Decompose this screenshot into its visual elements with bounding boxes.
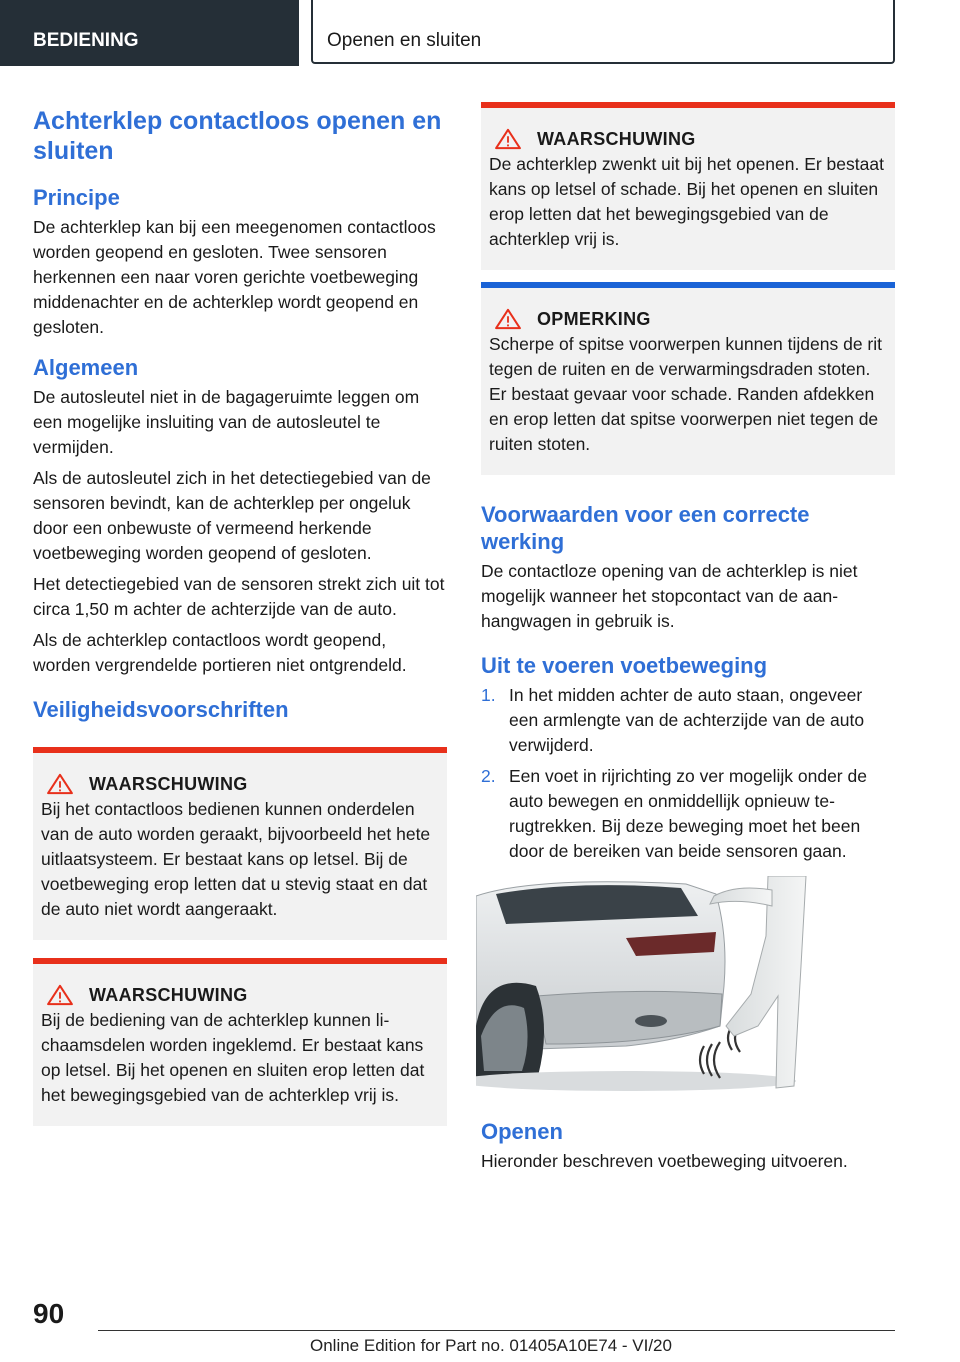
heading-openen: Openen: [481, 1119, 563, 1144]
warning-text: De achterklep zwenkt uit bij het openen. Er bestaat kans op letsel of schade. Bij het openen en sluiten erop letten dat het bewegingsgebied van de achterklep vrij is.: [489, 154, 884, 249]
note-box: [481, 282, 895, 475]
principe-text: De achterklep kan bij een meegenomen contactloos worden geopend en gesloten. Twee sensoren herkennen een naar voren gerichte voetbeweging middenachter en de achterklep wordt geopend en gesloten.: [33, 217, 436, 337]
warning-triangle-icon: [493, 308, 523, 330]
openen-text: Hieronder beschreven voetbeweging uitvoeren.: [481, 1151, 848, 1171]
note-text: Scherpe of spitse voorwerpen kunnen tijdens de rit tegen de ruiten en de verwarmingsdraden stoten. Er bestaat gevaar voor schade. Randen afdekken en erop letten dat spitse voorwerpen niet tegen de ruiten stoten.: [489, 334, 883, 454]
note-label: OPMERKING: [537, 308, 651, 329]
step-text: Een voet in rijrichting zo ver mogelijk onder de auto bewegen en onmiddellijk opnieuw terugtrekken. Bij deze beweging moet het been door de bereiken van beide sensoren gaan.: [509, 766, 867, 861]
page-number: 90: [33, 1298, 65, 1329]
warning-triangle-icon: [493, 128, 523, 150]
algemeen-paragraph-3: Het detectiegebied van de sensoren strekt zich uit tot circa 1,50 m achter de achterzijde van de auto.: [33, 574, 445, 619]
page-title: Achterklep contactloos openen en sluiten: [33, 107, 442, 165]
edition-text: Online Edition for Part no. 01405A10E74 - VI/20: [310, 1336, 672, 1355]
algemeen-paragraph-4: Als de achterklep contactloos wordt geopend, worden vergrendelde portieren niet ontgrendeld.: [33, 630, 407, 675]
warning-label: WAARSCHUWING: [537, 128, 696, 149]
warning-box-3: [481, 102, 895, 270]
page-header: [0, 0, 960, 66]
warning-triangle-icon: [45, 773, 75, 795]
left-column: [33, 100, 447, 1144]
step-text: In het midden achter de auto staan, ongeveer een armlengte van de achterzijde van de auto verwijderd.: [509, 685, 865, 755]
section-tab: BEDIENING: [0, 0, 299, 66]
heading-principe: Principe: [33, 185, 120, 210]
warning-box-1: [33, 747, 447, 940]
foot-gesture-illustration: [476, 876, 811, 1096]
heading-algemeen: Algemeen: [33, 355, 139, 380]
warning-text: Bij het contactloos bedienen kunnen onderdelen van de auto worden geraakt, bijvoorbeeld het hete uitlaatsysteem. Er bestaat kans op letsel. Bij de voetbeweging erop letten dat u stevig staat en dat de auto niet wordt aangeraakt.: [41, 799, 431, 919]
warning-box-2: [33, 958, 447, 1126]
algemeen-paragraph-2: Als de autosleutel zich in het detectiegebied van de sensoren bevindt, kan de achterklep per ongeluk door een onbewuste of vermeend herkende voetbeweging worden geopend of gesloten.: [33, 468, 431, 563]
step-number: 1.: [481, 685, 496, 705]
list-item: [481, 683, 895, 758]
footer-divider: [98, 1330, 895, 1331]
heading-voetbeweging: Uit te voeren voetbeweging: [481, 653, 768, 678]
step-number: 2.: [481, 766, 496, 786]
heading-voorwaarden: Voorwaarden voor een correcte werking: [481, 502, 810, 554]
heading-veiligheid: Veiligheidsvoorschriften: [33, 697, 289, 722]
algemeen-paragraph-1: De autosleutel niet in de bagageruimte leggen om een mogelijke insluiting van de autosleutel te vermijden.: [33, 387, 420, 457]
warning-label: WAARSCHUWING: [89, 773, 248, 794]
right-column: [481, 102, 895, 1180]
warning-text: Bij de bediening van de achterklep kunnen lichaamsdelen worden ingeklemd. Er bestaat kans op letsel. Bij het openen en sluiten erop letten dat het bewegingsgebied van de achterklep vrij is.: [41, 1010, 425, 1105]
warning-triangle-icon: [45, 984, 75, 1006]
voorwaarden-text: De contactloze opening van de achterklep is niet mogelijk wanneer het stopcontact van de aanhangwagen in gebruik is.: [481, 561, 858, 631]
list-item: [481, 764, 895, 864]
steps-list: [481, 683, 895, 864]
chapter-title: Openen en sluiten: [311, 0, 895, 64]
warning-label: WAARSCHUWING: [89, 984, 248, 1005]
